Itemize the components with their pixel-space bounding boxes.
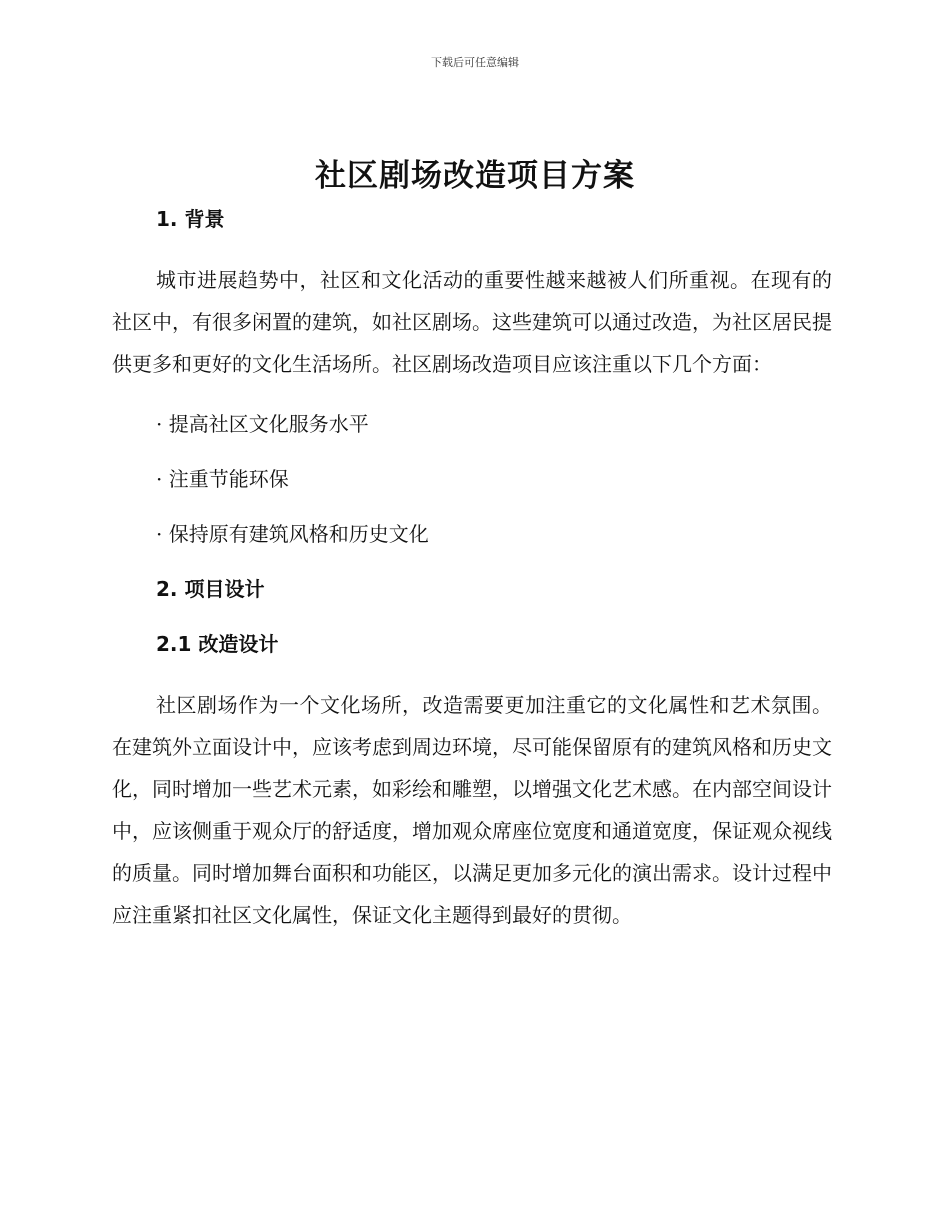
document-body	[112, 204, 832, 936]
bullet-item: · 保持原有建筑风格和历史文化	[156, 522, 429, 546]
header-note: 下载后可任意编辑	[431, 56, 519, 69]
document-title: 社区剧场改造项目方案	[315, 158, 635, 194]
section-heading-background: 1. 背景	[156, 207, 225, 231]
background-paragraph: 城市进展趋势中，社区和文化活动的重要性越来越被人们所重视。在现有的社区中，有很多闲置的建筑，如社区剧场。这些建筑可以通过改造，为社区居民提供更多和更好的文化生活场所。社区剧场改造项目应该注重以下几个方面：	[112, 268, 832, 376]
section-heading-design: 2. 项目设计	[156, 577, 265, 601]
bullet-item: · 提高社区文化服务水平	[156, 412, 369, 436]
subsection-heading-renovation: 2.1 改造设计	[156, 632, 279, 656]
bullet-item: · 注重节能环保	[156, 467, 289, 491]
design-paragraph: 社区剧场作为一个文化场所，改造需要更加注重它的文化属性和艺术氛围。在建筑外立面设计中，应该考虑到周边环境，尽可能保留原有的建筑风格和历史文化，同时增加一些艺术元素，如彩绘和雕塑，以增强文化艺术感。在内部空间设计中，应该侧重于观众厅的舒适度，增加观众席座位宽度和通道宽度，保证观众视线的质量。同时增加舞台面积和功能区，以满足更加多元化的演出需求。设计过程中应注重紧扣社区文化属性，保证文化主题得到最好的贯彻。	[112, 693, 832, 927]
